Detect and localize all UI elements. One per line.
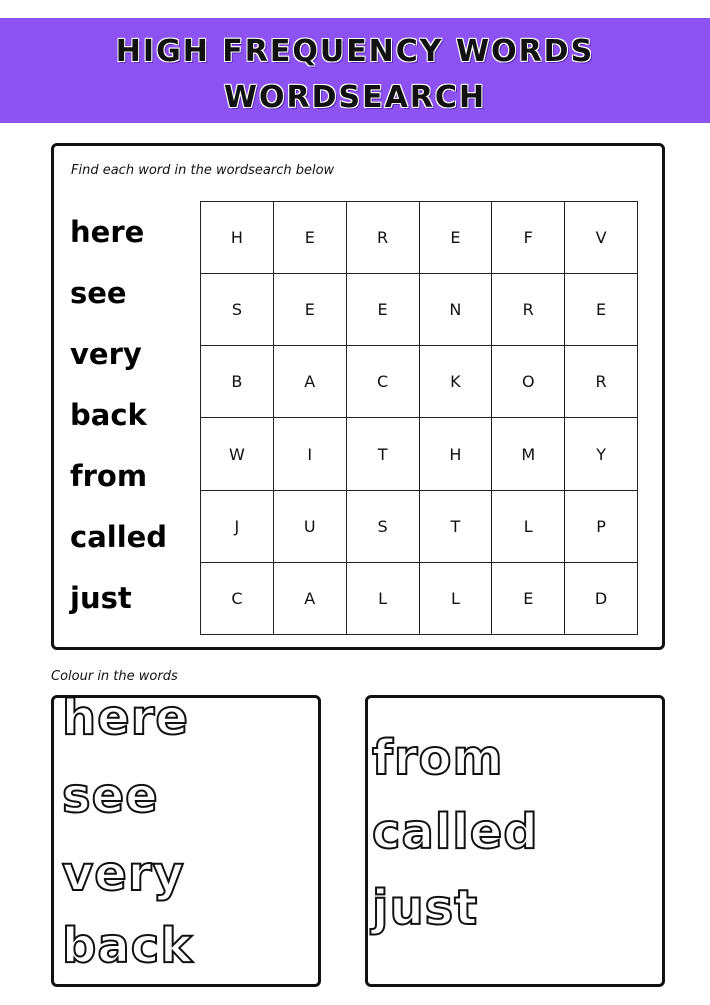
word-list-item: very — [70, 337, 142, 371]
letter-cell[interactable]: E — [420, 202, 493, 274]
word-list-item: here — [70, 215, 145, 249]
letter-cell[interactable]: W — [201, 418, 274, 490]
letter-cell[interactable]: A — [274, 346, 347, 418]
letter-grid — [200, 201, 638, 635]
word-list-item: called — [70, 520, 168, 554]
letter-cell[interactable]: E — [565, 274, 638, 346]
letter-cell[interactable]: U — [274, 491, 347, 563]
letter-cell[interactable]: H — [420, 418, 493, 490]
letter-cell[interactable]: B — [201, 346, 274, 418]
letter-cell[interactable]: F — [492, 202, 565, 274]
letter-cell[interactable]: L — [420, 563, 493, 635]
letter-cell[interactable]: T — [420, 491, 493, 563]
outline-word[interactable]: back — [62, 918, 194, 974]
colouring-instruction: Colour in the words — [51, 669, 178, 684]
letter-cell[interactable]: S — [201, 274, 274, 346]
letter-cell[interactable]: V — [565, 202, 638, 274]
letter-cell[interactable]: S — [347, 491, 420, 563]
letter-cell[interactable]: Y — [565, 418, 638, 490]
outline-word[interactable]: from — [372, 730, 504, 786]
letter-cell[interactable]: E — [274, 202, 347, 274]
letter-cell[interactable]: P — [565, 491, 638, 563]
letter-cell[interactable]: R — [492, 274, 565, 346]
letter-cell[interactable]: L — [347, 563, 420, 635]
letter-cell[interactable]: N — [420, 274, 493, 346]
letter-cell[interactable]: K — [420, 346, 493, 418]
header-banner — [0, 18, 710, 123]
word-list — [70, 212, 200, 639]
letter-cell[interactable]: C — [347, 346, 420, 418]
page-title-line-1: HIGH FREQUENCY WORDS — [115, 34, 595, 69]
letter-cell[interactable]: R — [565, 346, 638, 418]
colouring-box-right — [365, 695, 665, 987]
letter-cell[interactable]: E — [347, 274, 420, 346]
word-list-item: see — [70, 276, 127, 310]
word-list-item: back — [70, 398, 147, 432]
outline-word[interactable]: see — [62, 768, 159, 824]
letter-cell[interactable]: E — [492, 563, 565, 635]
letter-cell[interactable]: C — [201, 563, 274, 635]
word-list-item: just — [70, 581, 132, 615]
outline-word[interactable]: here — [62, 695, 189, 746]
wordsearch-panel — [51, 143, 665, 650]
page-title-line-2: WORDSEARCH — [223, 80, 487, 115]
word-list-item: from — [70, 459, 148, 493]
letter-cell[interactable]: J — [201, 491, 274, 563]
outline-word[interactable]: very — [62, 846, 185, 902]
colouring-box-left — [51, 695, 321, 987]
letter-cell[interactable]: L — [492, 491, 565, 563]
letter-cell[interactable]: A — [274, 563, 347, 635]
letter-cell[interactable]: E — [274, 274, 347, 346]
wordsearch-instruction: Find each word in the wordsearch below — [71, 163, 335, 178]
outline-word[interactable]: just — [372, 880, 479, 936]
letter-cell[interactable]: O — [492, 346, 565, 418]
letter-cell[interactable]: T — [347, 418, 420, 490]
letter-cell[interactable]: D — [565, 563, 638, 635]
letter-cell[interactable]: M — [492, 418, 565, 490]
letter-cell[interactable]: I — [274, 418, 347, 490]
letter-cell[interactable]: R — [347, 202, 420, 274]
letter-cell[interactable]: H — [201, 202, 274, 274]
outline-word[interactable]: called — [372, 804, 539, 860]
